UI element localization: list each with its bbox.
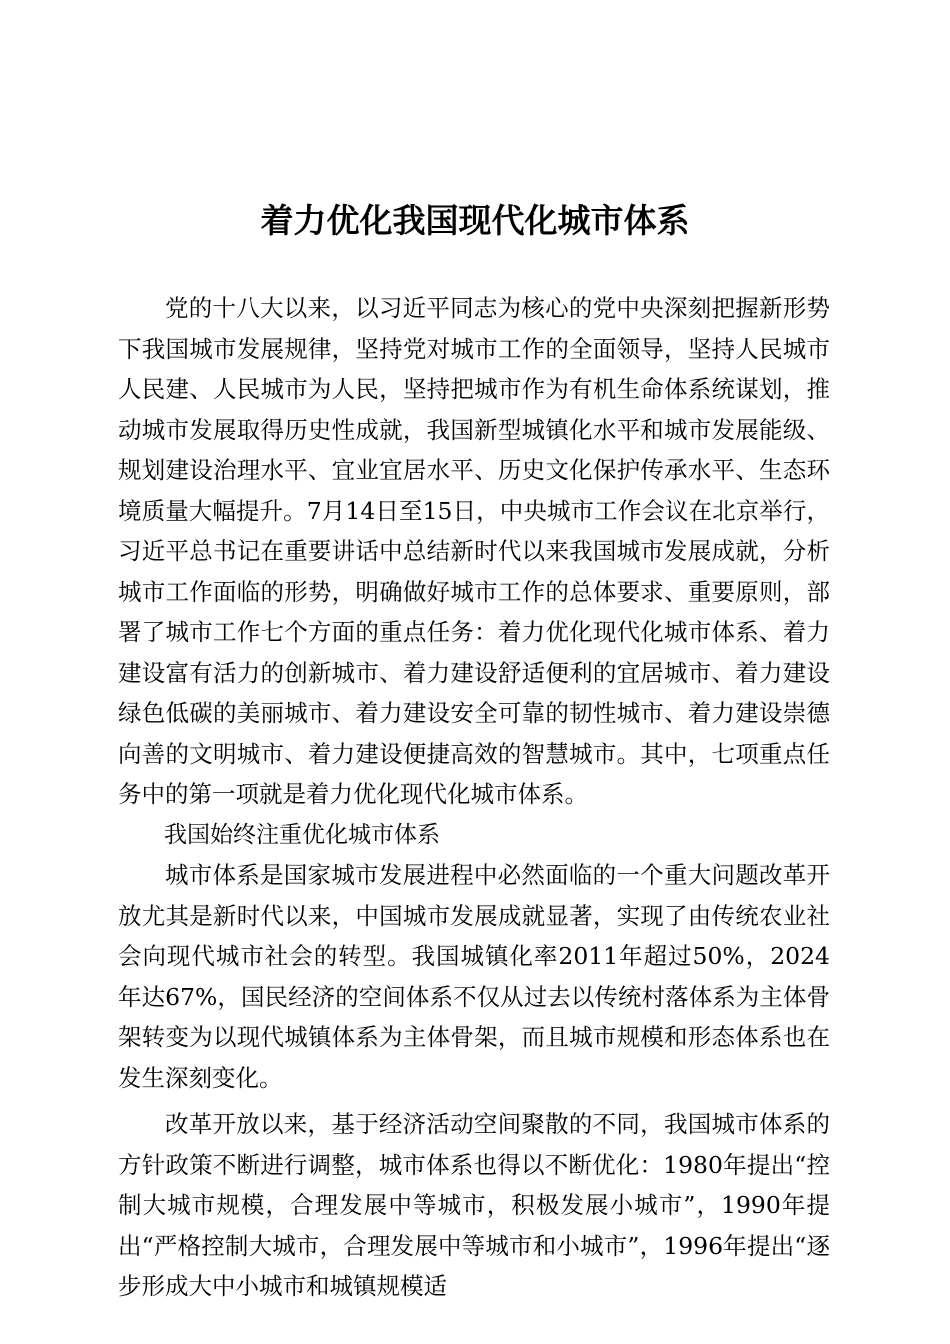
paragraph-intro: 党的十八大以来，以习近平同志为核心的党中央深刻把握新形势下我国城市发展规律，坚持党对城市工作的全面领导，坚持人民城市人民建、人民城市为人民，坚持把城市作为有机生命体系统谋划，推动城市发展取得历史性成就，我国新型城镇化水平和城市发展能级、规划建设治理水平、宜业宜居水平、历史文化保护传承水平、生态环境质量大幅提升。7月14日至15日，中央城市工作会议在北京举行，习近平总书记在重要讲话中总结新时代以来我国城市发展成就，分析城市工作面临的形势，明确做好城市工作的总体要求、重要原则，部署了城市工作七个方面的重点任务：着力优化现代化城市体系、着力建设富有活力的创新城市、着力建设舒适便利的宜居城市、着力建设绿色低碳的美丽城市、着力建设安全可靠的韧性城市、着力建设崇德向善的文明城市、着力建设便捷高效的智慧城市。其中，七项重点任务中的第一项就是着力优化现代化城市体系。	[118, 294, 830, 808]
document-body	[118, 288, 830, 1307]
document-title: 着力优化我国现代化城市体系	[260, 201, 690, 240]
section-heading: 我国始终注重优化城市体系	[164, 821, 440, 848]
paragraph-city-system: 城市体系是国家城市发展进程中必然面临的一个重大问题改革开放尤其是新时代以来，中国城市发展成就显著，实现了由传统农业社会向现代城市社会的转型。我国城镇化率2011年超过50%，2024年达67%，国民经济的空间体系不仅从过去以传统村落体系为主体骨架转变为以现代城镇体系为主体骨架，而且城市规模和形态体系也在发生深刻变化。	[118, 861, 830, 1092]
paragraph-policy-history: 改革开放以来，基于经济活动空间聚散的不同，我国城市体系的方针政策不断进行调整，城市体系也得以不断优化：1980年提出“控制大城市规模，合理发展中等城市，积极发展小城市”，1990年提出“严格控制大城市，合理发展中等城市和小城市”，1996年提出“逐步形成大中小城市和城镇规模适	[118, 1110, 830, 1300]
